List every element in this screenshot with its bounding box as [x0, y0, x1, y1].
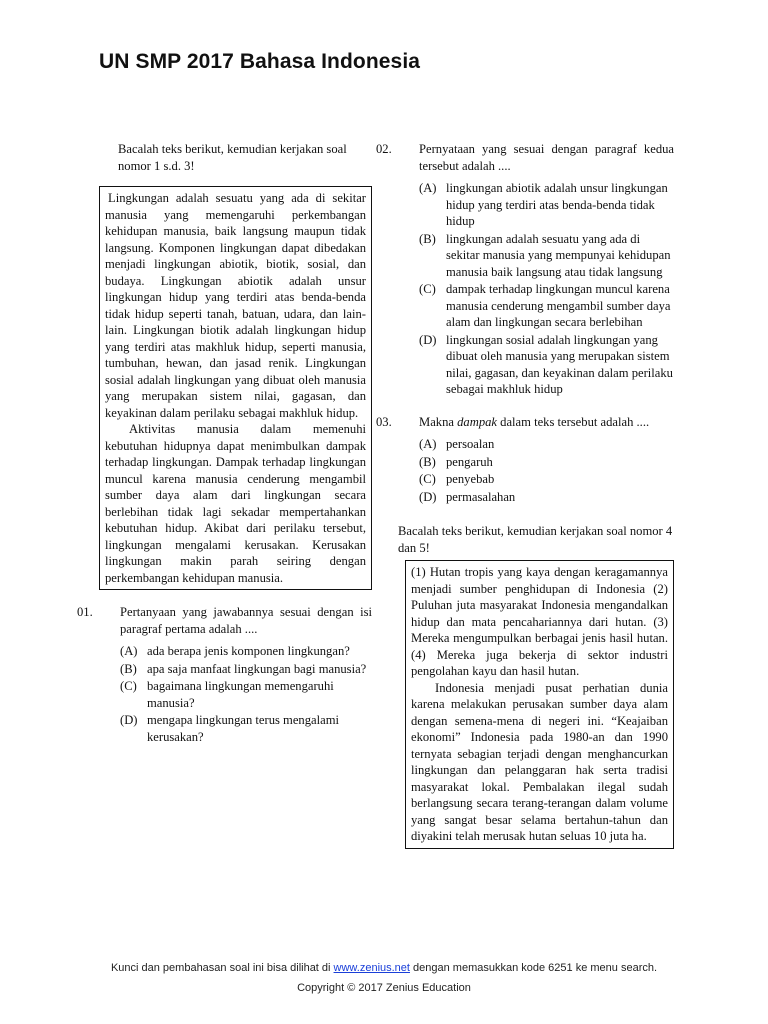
option-text: bagaimana lingkungan memengaruhi manusia?	[147, 679, 334, 710]
question-02	[376, 141, 674, 398]
question-number: 01.	[77, 605, 93, 619]
option-text: dampak terhadap lingkungan muncul karena manusia cenderung mengambil sumber daya alam dan lingkungan secara berlebihan	[446, 282, 671, 329]
passage-paragraph: Indonesia menjadi pusat perhatian dunia karena melakukan perusakan sumber daya alam dengan semena-mena di negeri ini. “Keajaiban ekonomi” Indonesia pada 1980-an dan 1990 ternyata sebagian terjadi dengan menghancurkan lingkungan dan pelanggaran hak serta tradisi masyarakat lokal. Pembalakan ilegal sudah berlangsung secara terang-terangan dalam volume yang sangat besar selama bertahun-tahun dan diyakini telah merusak hutan seluas 10 juta ha.	[411, 680, 668, 843]
footer-text: Kunci dan pembahasan soal ini bisa dilihat di	[110, 962, 334, 974]
passage-paragraph: Lingkungan adalah sesuatu yang ada di sekitar manusia yang memengaruhi perkembangan kehidupan manusia, baik langsung maupun tidak langsung. Komponen lingkungan dapat dibedakan menjadi lingkungan abiotik, biotik, sosial, dan budaya. Lingkungan abiotik adalah unsur lingkungan hidup yang terdiri atas benda-benda tidak hidup seperti tanah, batuan, udara, dan lain-lain. Lingkungan biotik adalah lingkungan hidup yang terdiri atas makhluk hidup, seperti manusia, tumbuhan, hewan, dan jasad renik. Lingkungan sosial adalah lingkungan yang dibuat oleh manusia yang merupakan sistem nilai, gagasan, dan keyakinan dalam perilaku sebagai makhluk hidup.	[105, 191, 366, 420]
option-text: permasalahan	[446, 489, 516, 504]
answer-option[interactable]	[120, 678, 372, 711]
passage-box-hutan	[405, 560, 674, 849]
answer-option[interactable]	[120, 661, 372, 678]
footer-text: dengan memasukkan kode 6251 ke menu search.	[409, 962, 658, 974]
question-03	[376, 414, 674, 506]
option-label: (C)	[419, 282, 436, 296]
option-text: lingkungan adalah sesuatu yang ada di sekitar manusia yang mempunyai kehidupan manusia baik langsung atau tidak langsung	[446, 231, 671, 279]
footer-info-line	[0, 958, 768, 978]
answer-option[interactable]	[419, 454, 674, 471]
question-number: 02.	[376, 142, 392, 156]
option-text: penyebab	[446, 472, 495, 486]
option-text: pengaruh	[446, 454, 493, 469]
option-text: ada berapa jenis komponen lingkungan?	[147, 644, 350, 658]
stem-term: dampak	[457, 414, 497, 429]
right-column	[376, 141, 674, 849]
question-number: 03.	[376, 414, 392, 429]
answer-option[interactable]	[120, 712, 372, 745]
option-label: (B)	[120, 661, 137, 676]
option-text: persoalan	[446, 437, 495, 451]
option-text: apa saja manfaat lingkungan bagi manusia?	[147, 661, 367, 676]
option-text: lingkungan sosial adalah lingkungan yang dibuat oleh manusia yang merupakan sistem nilai, gagasan, dan keyakinan dalam perilaku sebagai makhluk hidup	[446, 332, 673, 396]
stem-text: Makna	[419, 414, 458, 429]
option-label: (B)	[419, 454, 436, 469]
option-label: (A)	[419, 437, 437, 451]
option-label: (A)	[120, 644, 138, 658]
answer-option[interactable]	[419, 332, 674, 398]
left-column	[77, 141, 372, 746]
question-stem: Pernyataan yang sesuai dengan paragraf kedua tersebut adalah ....	[419, 142, 674, 173]
answer-options	[120, 643, 372, 745]
option-label: (A)	[419, 181, 437, 195]
stem-text: dalam teks tersebut adalah ....	[497, 414, 650, 429]
question-stem: Pertanyaan yang jawabannya sesuai dengan isi paragraf pertama adalah ....	[120, 605, 372, 636]
question-stem	[419, 414, 674, 431]
zenius-link[interactable]: www.zenius.net	[333, 962, 410, 974]
option-label: (C)	[120, 679, 137, 693]
answer-option[interactable]	[419, 489, 674, 506]
option-text: mengapa lingkungan terus mengalami kerusakan?	[147, 713, 339, 744]
answer-options	[419, 436, 674, 505]
question-01	[77, 604, 372, 745]
answer-options	[419, 180, 674, 398]
passage-paragraph: Aktivitas manusia dalam memenuhi kebutuhan hidupnya dapat menimbulkan dampak terhadap lingkungan. Dampak terhadap lingkungan muncul karena manusia cenderung mengambil sumber daya alam dari lingkungan secara berlebihan tidak lagi sekadar mempertahankan kebutuhan hidup. Akibat dari perilaku tersebut, lingkungan mengalami kerusakan. Kerusakan lingkungan makin parah seiring dengan perkembangan kehidupan manusia.	[105, 422, 366, 585]
option-label: (B)	[419, 231, 436, 246]
answer-option[interactable]	[419, 281, 674, 331]
instruction-q1-3: Bacalah teks berikut, kemudian kerjakan soal nomor 1 s.d. 3!	[118, 142, 347, 173]
answer-option[interactable]	[419, 471, 674, 488]
answer-option[interactable]	[419, 231, 674, 281]
option-label: (D)	[419, 489, 437, 504]
copyright: Copyright © 2017 Zenius Education	[297, 982, 471, 994]
page-footer	[0, 958, 768, 998]
option-label: (D)	[419, 332, 437, 347]
answer-option[interactable]	[120, 643, 372, 660]
answer-option[interactable]	[419, 436, 674, 453]
option-text: lingkungan abiotik adalah unsur lingkungan hidup yang terdiri atas benda-benda tidak hidup	[446, 181, 668, 228]
answer-option[interactable]	[419, 180, 674, 230]
passage-box-lingkungan	[99, 186, 372, 590]
instruction-q4-5: Bacalah teks berikut, kemudian kerjakan soal nomor 4 dan 5!	[398, 524, 673, 555]
page-title: UN SMP 2017 Bahasa Indonesia	[99, 50, 421, 73]
option-label: (D)	[120, 713, 138, 727]
passage-paragraph: (1) Hutan tropis yang kaya dengan keragamannya menjadi sumber penghidupan di Indonesia (2) Puluhan juta masyarakat Indonesia mengandalkan hidup dan mata pencahariannya dari hutan. (3) Mereka mengumpulkan berbagai jenis hasil hutan. (4) Mereka juga bekerja di sektor industri pengolahan kayu dan hasil hutan.	[411, 565, 668, 678]
option-label: (C)	[419, 472, 436, 486]
